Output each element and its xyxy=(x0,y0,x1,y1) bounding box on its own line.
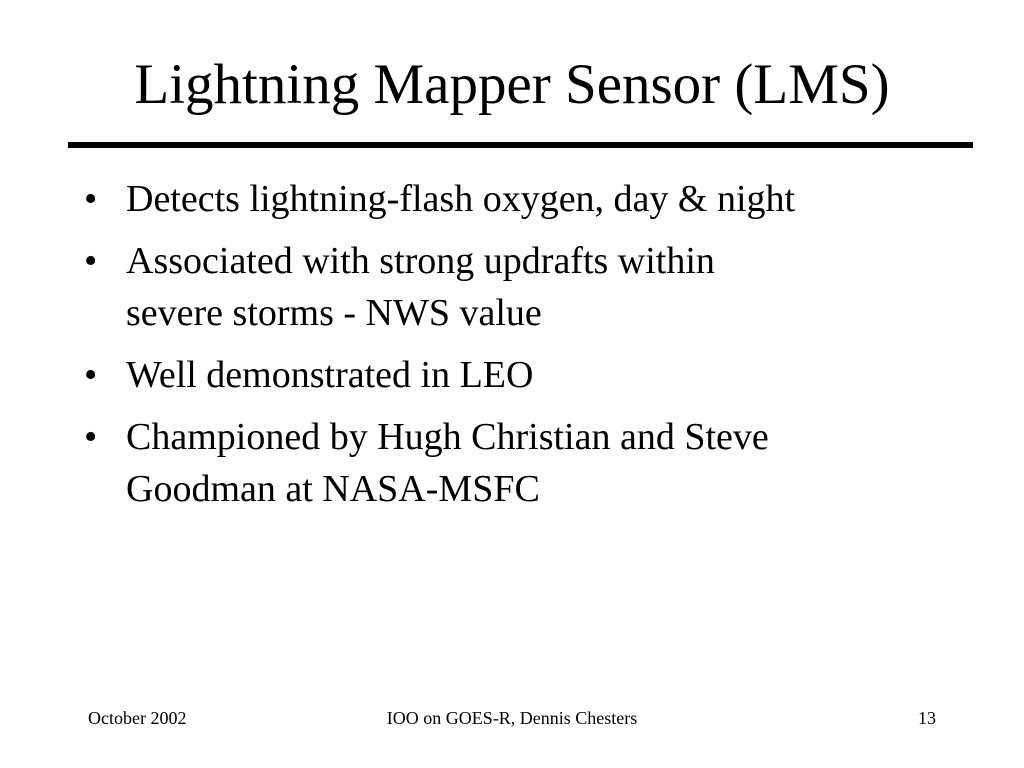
title-divider xyxy=(68,142,973,148)
bullet-marker: • xyxy=(84,178,98,220)
bullet-item xyxy=(84,173,984,225)
bullet-list xyxy=(84,173,984,525)
bullet-line: Associated with strong updrafts within xyxy=(126,240,715,282)
bullet-line: Well demonstrated in LEO xyxy=(126,354,534,396)
bullet-line: Detects lightning-flash oxygen, day & night xyxy=(126,178,796,220)
bullet-marker: • xyxy=(84,416,98,458)
footer-date: October 2002 xyxy=(88,708,187,728)
footer-page-number: 13 xyxy=(918,708,936,728)
bullet-line: severe storms - NWS value xyxy=(126,292,542,334)
bullet-item xyxy=(84,235,984,339)
bullet-item xyxy=(84,349,984,401)
footer-presenter: IOO on GOES-R, Dennis Chesters xyxy=(386,708,638,728)
bullet-item xyxy=(84,411,984,515)
bullet-line: Goodman at NASA-MSFC xyxy=(126,468,540,510)
slide-title: Lightning Mapper Sensor (LMS) xyxy=(134,53,890,116)
bullet-line: Championed by Hugh Christian and Steve xyxy=(126,416,769,458)
bullet-marker: • xyxy=(84,240,98,282)
bullet-marker: • xyxy=(84,354,98,396)
